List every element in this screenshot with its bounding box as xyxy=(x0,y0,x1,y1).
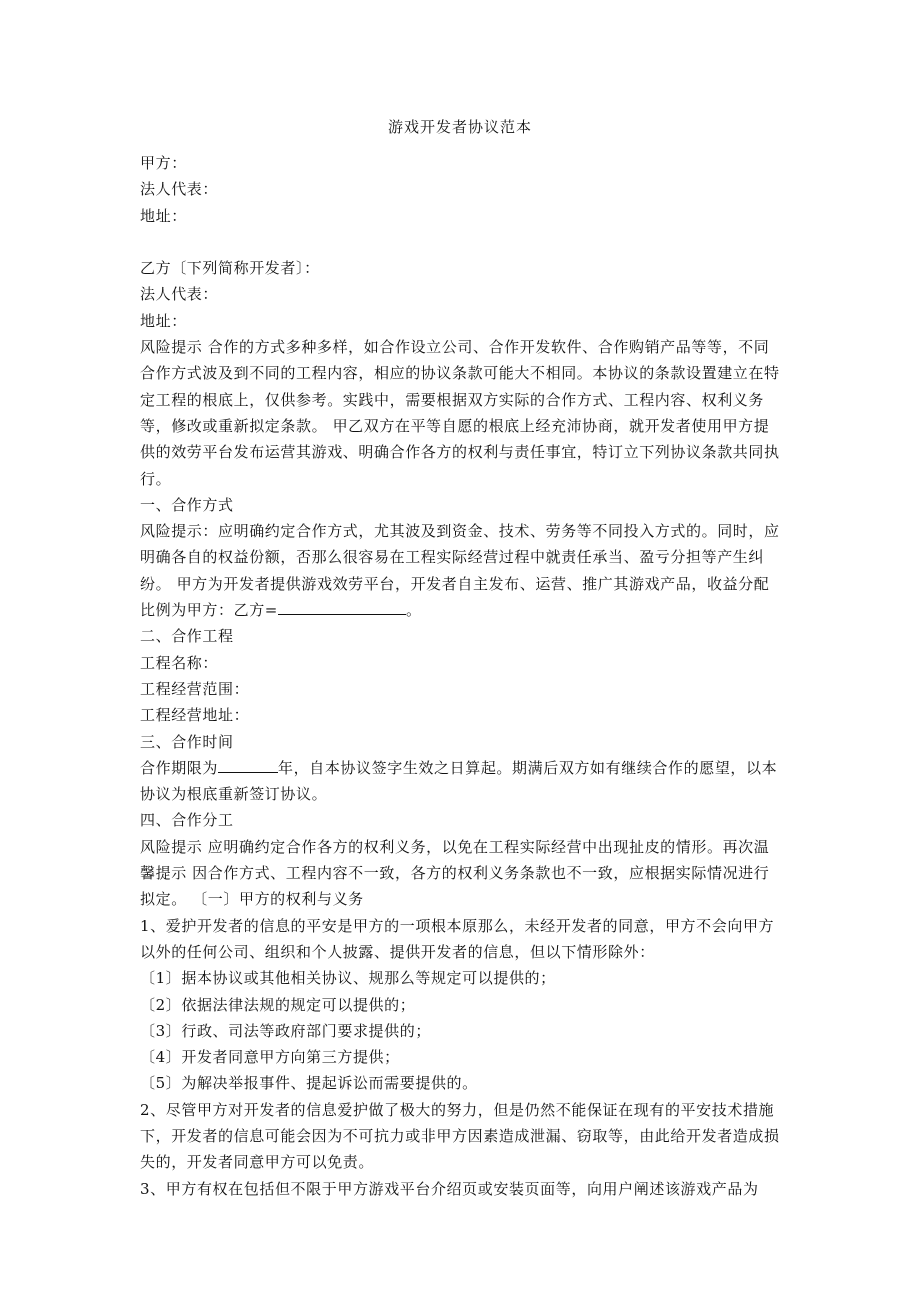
risk-intro-paragraph: 风险提示 合作的方式多种多样，如合作设立公司、合作开发软件、合作购销产品等等，不同合作方式波及到不同的工程内容，相应的协议条款可能大不相同。本协议的条款设置建立在特定工程的根底上，仅供参考。实践中，需要根据双方实际的合作方式、工程内容、权利义务等，修改或重新拟定条款。 甲乙双方在平等自愿的根底上经充沛协商，就开发者使用甲方提供的效劳平台发布运营其游戏、明确合作各方的权利与责任事宜，特订立下列协议条款共同执行。 xyxy=(140,338,780,488)
party-a-label: 甲方： xyxy=(140,154,187,172)
clause-3: 3、甲方有权在包括但不限于甲方游戏平台介绍页或安装页面等，向用户阐述该游戏产品为 xyxy=(140,1179,759,1198)
party-b-label: 乙方〔下列简称开发者〕： xyxy=(140,259,320,278)
section-3-paragraph xyxy=(140,755,782,808)
section-3-heading: 三、合作时间 xyxy=(140,732,234,751)
clause-2: 2、尽管甲方对开发者的信息爱护做了极大的努力，但是仍然不能保证在现有的平安技术措施下，开发者的信息可能会因为不可抗力或非甲方因素造成泄漏、窃取等，由此给开发者造成损失的，开发者同意甲方可以免责。 xyxy=(140,1100,780,1172)
term-blank xyxy=(218,756,278,773)
document-title: 游戏开发者协议范本 xyxy=(387,118,532,136)
project-address-label: 工程经营地址： xyxy=(140,706,250,725)
clause-1-item: 〔5〕为解决举报事件、提起诉讼而需要提供的。 xyxy=(140,1074,478,1093)
ratio-blank xyxy=(278,598,406,615)
project-name-label: 工程名称： xyxy=(140,653,219,672)
section-2-heading: 二、合作工程 xyxy=(140,627,234,646)
party-a-rep-label: 法人代表： xyxy=(140,180,219,199)
clause-1: 1、爱护开发者的信息的平安是甲方的一项根本原那么，未经开发者的同意，甲方不会向甲方以外的任何公司、组织和个人披露、提供开发者的信息，但以下情形除外： xyxy=(140,916,775,961)
clause-1-item: 〔2〕依据法律法规的规定可以提供的； xyxy=(140,995,416,1014)
project-scope-label: 工程经营范围： xyxy=(140,679,250,698)
clause-1-item: 〔4〕开发者同意甲方向第三方提供； xyxy=(140,1048,400,1067)
document-body xyxy=(140,150,782,1202)
section-3-text-end: 年，自本协议签字生效之日算起。期满后双方如有继续合作的愿望，以本协议为根底重新签订协议。 xyxy=(140,758,778,804)
section-4-heading: 四、合作分工 xyxy=(140,811,234,830)
section-4-risk-paragraph: 风险提示 应明确约定合作各方的权利义务，以免在工程实际经营中出现扯皮的情形。再次温馨提示 因合作方式、工程内容不一致，各方的权利义务条款也不一致，应根据实际情况进行拟定。 〔一〕甲方的权利与义务 xyxy=(140,837,770,909)
spacer xyxy=(140,229,782,255)
section-1-text: 风险提示：应明确约定合作方式，尤其波及到资金、技术、劳务等不同投入方式的。同时，应明确各自的权益份额，否那么很容易在工程实际经营过程中就责任承当、盈亏分担等产生纠纷。 甲方为开发者提供游戏效劳平台，开发者自主发布、运营、推广其游戏产品，收益分配比例为甲方：乙方= xyxy=(140,522,780,620)
clause-1-item: 〔3〕行政、司法等政府部门要求提供的； xyxy=(140,1021,431,1040)
section-1-paragraph xyxy=(140,518,782,623)
section-1-heading: 一、合作方式 xyxy=(140,495,234,514)
clause-1-item: 〔1〕据本协议或其他相关协议、规那么等规定可以提供的； xyxy=(140,969,556,988)
party-b-rep-label: 法人代表： xyxy=(140,285,219,304)
section-1-text-end: 。 xyxy=(405,601,422,620)
section-3-text: 合作期限为 xyxy=(140,758,219,777)
party-a-address-label: 地址： xyxy=(140,206,187,225)
party-b-address-label: 地址： xyxy=(140,311,187,330)
